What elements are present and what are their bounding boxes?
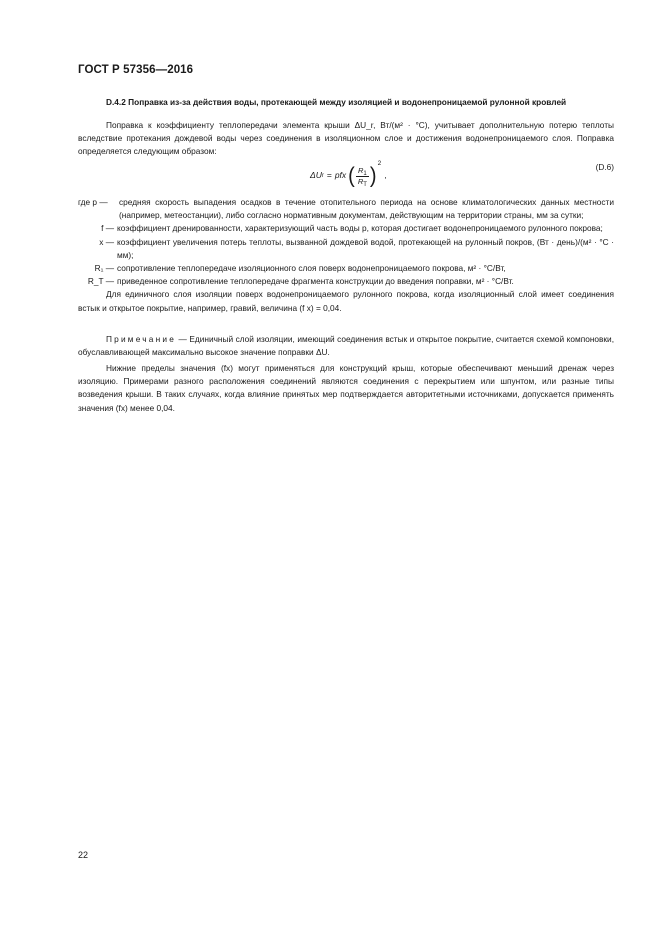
definitions-list (78, 196, 614, 315)
definition-p (78, 196, 614, 222)
definition-text: сопротивление теплопередаче изоляционного слоя поверх водонепроницаемого покрова, м² · °С/Вт, (117, 263, 506, 274)
definition-f (78, 222, 614, 235)
right-paren: ) (369, 163, 377, 189)
definition-text: приведенное сопротивление теплопередаче фрагмента конструкции до введения поправки, м² · °С/Вт. (117, 276, 514, 287)
formula-factor: pfx (334, 170, 347, 181)
note-label: Примечание (106, 334, 177, 344)
definition-term: x — (99, 236, 114, 247)
section-title: Поправка из-за действия воды, протекающей между изоляцией и водонепроницаемой рулонной кровлей (128, 97, 567, 107)
formula-lhs: ΔU (310, 170, 322, 181)
formula-expression: ΔU r = pfx ( $\frac{R_1}{R_T}$ ) 2 , (310, 159, 387, 193)
formula-equals: = (326, 170, 332, 181)
formula-exponent: 2 (377, 160, 382, 168)
definition-text: коэффициент увеличения потерь теплоты, вызванной дождевой водой, протекающей на рулонный покров, (Вт · день)/(м² · °С · мм); (117, 236, 614, 260)
definition-x (78, 236, 614, 262)
note-text: — Единичный слой изоляции, имеющий соединения встык и открытое покрытие, считается схемой компоновки, обуславливающей максимально высокое значение поправки ΔU. (78, 334, 615, 358)
definition-r1 (78, 262, 614, 275)
definition-term: f — (101, 223, 114, 234)
definition-term: где p — (78, 197, 108, 207)
single-layer-paragraph: Для единичного слоя изоляции поверх водонепроницаемого рулонного покрова, когда изоляционный слой имеет соединения встык и открытое покрытие, например, гравий, величина (f x) = 0,04. (78, 289, 614, 313)
section-heading (78, 96, 614, 109)
definition-text: средняя скорость выпадения осадков в течение отопительного периода на основе климатологических данных местности (например, метеостанции), либо согласно нормативным документам, действующим на территории страны, мм за сутки; (119, 197, 614, 221)
left-paren: ( (348, 163, 355, 189)
formula-d6 (78, 159, 614, 193)
note-paragraph (78, 333, 614, 359)
standard-header: ГОСТ Р 57356—2016 (78, 64, 194, 76)
fraction-denominator: $R_T$ (357, 176, 367, 188)
formula-fraction (356, 166, 369, 187)
definition-text: коэффициент дренированности, характеризующий часть воды p, которая достигает водонепроницаемого рулонного покрова; (117, 223, 603, 234)
definition-term: R₁ — (94, 263, 114, 274)
page-number: 22 (78, 850, 89, 860)
definition-rt (78, 275, 614, 288)
definition-term: R_T — (87, 276, 114, 287)
equation-number: (D.6) (595, 162, 614, 172)
fraction-numerator: $R_1$ (357, 165, 367, 177)
formula-trailing-comma: , (384, 170, 387, 181)
intro-paragraph: Поправка к коэффициенту теплопередачи элемента крыши ΔU_r, Вт/(м² · °С), учитывает дополнительную потерю теплоты вследствие протекания дождевой воды через соединения в изоляционном слое и достижения водонепроницаемого слоя. Поправка определяется следующим образом: (78, 120, 614, 157)
limits-paragraph: Нижние пределы значения (fx) могут применяться для конструкций крыш, которые обеспечивают меньший дренаж через изоляцию. Примерами разного расположения соединений являются соединения с перекрытием или шпунтом, или разные типы возведения крыши. В таких случаях, когда влияние принятых мер подтверждается авторитетными источниками, допускается применять значения (fx) менее 0,04. (78, 363, 614, 413)
section-number: D.4.2 (106, 97, 126, 107)
